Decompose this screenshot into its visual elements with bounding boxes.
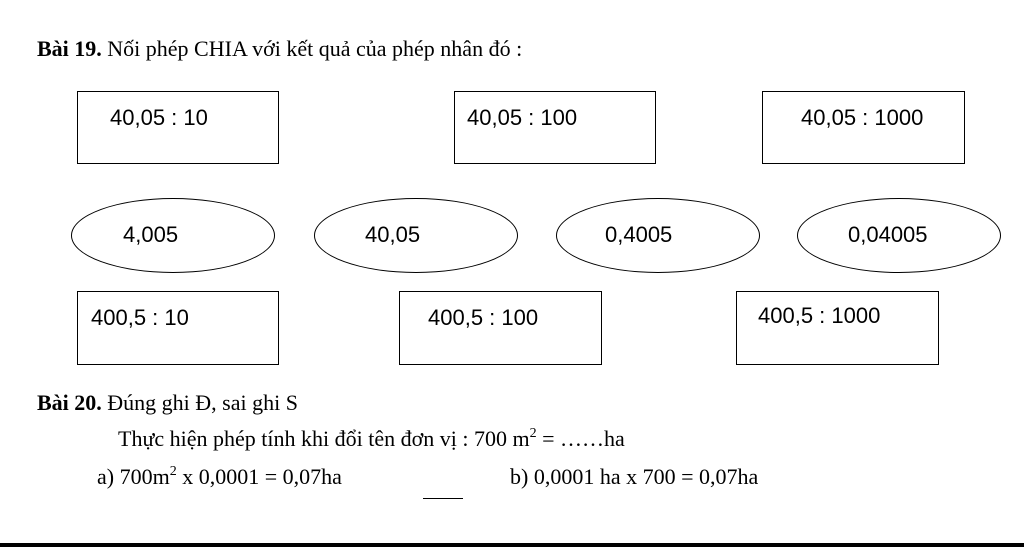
division-label: 400,5 : 10 [91,305,189,330]
exercise-19-number: Bài 19. [37,36,102,61]
division-label: 40,05 : 100 [467,105,578,130]
division-label: 400,5 : 100 [428,305,539,330]
exercise-20-instruction: Thực hiện phép tính khi đổi tên đơn vị : 700 $m^2$ = ……ha [118,426,625,451]
result-oval-4[interactable] [797,198,1001,273]
division-label: 40,05 : 10 [110,105,208,130]
exercise-19-heading [37,36,522,62]
result-value: 0,04005 [848,222,928,247]
exercise-20-item-a: a) $700m^2$ x 0,0001 = 0,07ha [97,464,342,489]
exercise-20-item-b: b) 0,0001 ha x 700 = 0,07ha [510,464,759,489]
exercise-19-text: Nối phép CHIA với kết quả của phép nhân đó : [101,36,523,61]
result-value: 4,005 [123,222,179,247]
result-value: 40,05 [365,222,421,247]
division-box-bottom-1[interactable] [77,291,279,365]
answer-blank[interactable] [423,498,463,499]
exercise-20-number: Bài 20. [37,390,102,415]
result-oval-1[interactable] [71,198,275,273]
division-box-top-2[interactable] [454,91,656,164]
result-value: 0,4005 [605,222,673,247]
result-oval-2[interactable] [314,198,518,273]
result-oval-3[interactable] [556,198,760,273]
exercise-20-text: Đúng ghi Đ, sai ghi S [101,390,298,415]
exercise-20-heading [37,390,298,416]
division-box-top-3[interactable] [762,91,965,164]
division-box-bottom-2[interactable] [399,291,602,365]
division-label: 400,5 : 1000 [758,303,881,328]
division-box-bottom-3[interactable] [736,291,939,365]
division-label: 40,05 : 1000 [801,105,924,130]
bottom-divider [0,543,1024,547]
division-box-top-1[interactable] [77,91,279,164]
